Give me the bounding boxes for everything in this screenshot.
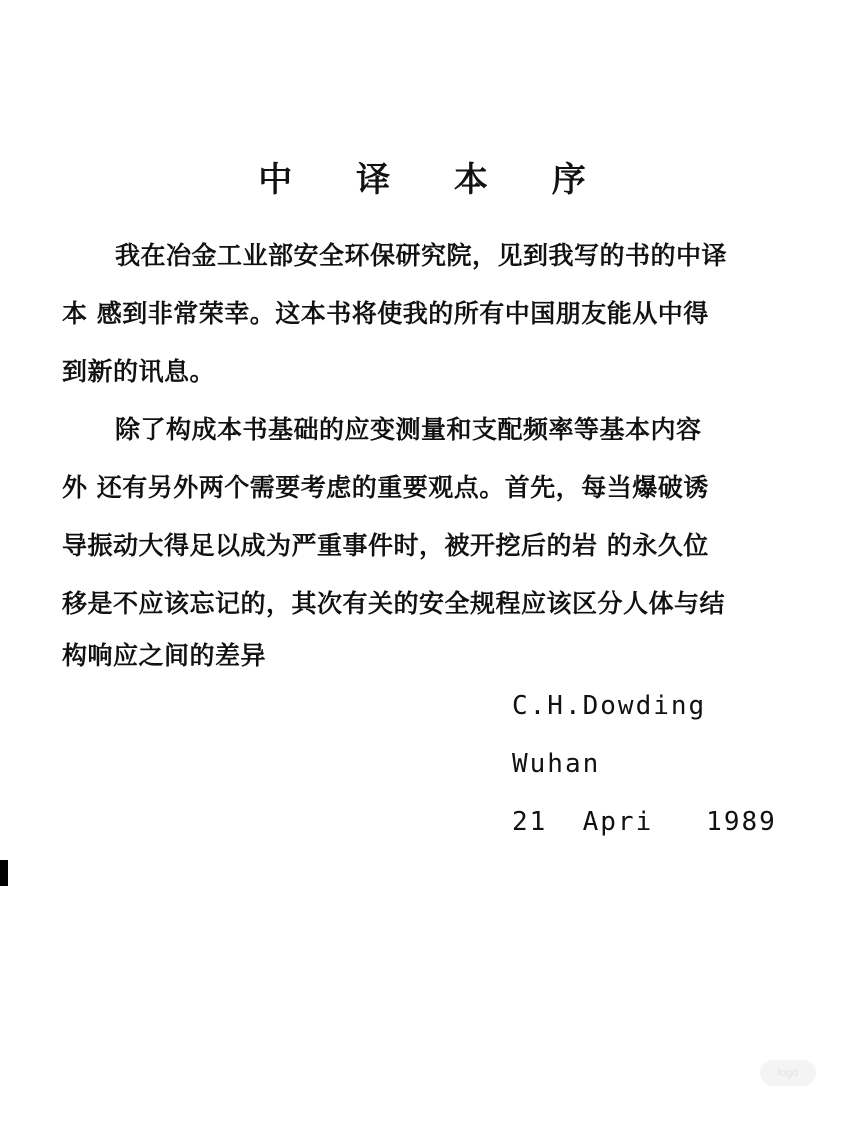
scan-edge-mark xyxy=(0,860,8,886)
page-title: 中 译 本 序 xyxy=(258,160,612,200)
paragraph-1-line-2: 本 感到非常荣幸。这本书将使我的所有中国朋友能从中得 xyxy=(62,299,709,328)
signature-place: Wuhan xyxy=(512,749,601,779)
paragraph-2-line-1: 除了构成本书基础的应变测量和支配频率等基本内容 xyxy=(115,415,702,444)
watermark-logo: logo xyxy=(760,1060,816,1086)
signature-date: 21 Apri 1989 xyxy=(512,807,777,837)
paragraph-2-line-5: 构响应之间的差异 xyxy=(62,641,267,670)
paragraph-2-line-4: 移是不应该忘记的，其次有关的安全规程应该区分人体与结 xyxy=(62,589,726,618)
signature-name: C.H.Dowding xyxy=(512,691,707,721)
paragraph-1-line-1: 我在冶金工业部安全环保研究院，见到我写的书的中译 xyxy=(115,241,728,270)
paragraph-2-line-3: 导振动大得足以成为严重事件时，被开挖后的岩 的永久位 xyxy=(62,531,709,560)
paragraph-1-line-3: 到新的讯息。 xyxy=(62,357,216,386)
paragraph-2-line-2: 外 还有另外两个需要考虑的重要观点。首先，每当爆破诱 xyxy=(62,473,709,502)
